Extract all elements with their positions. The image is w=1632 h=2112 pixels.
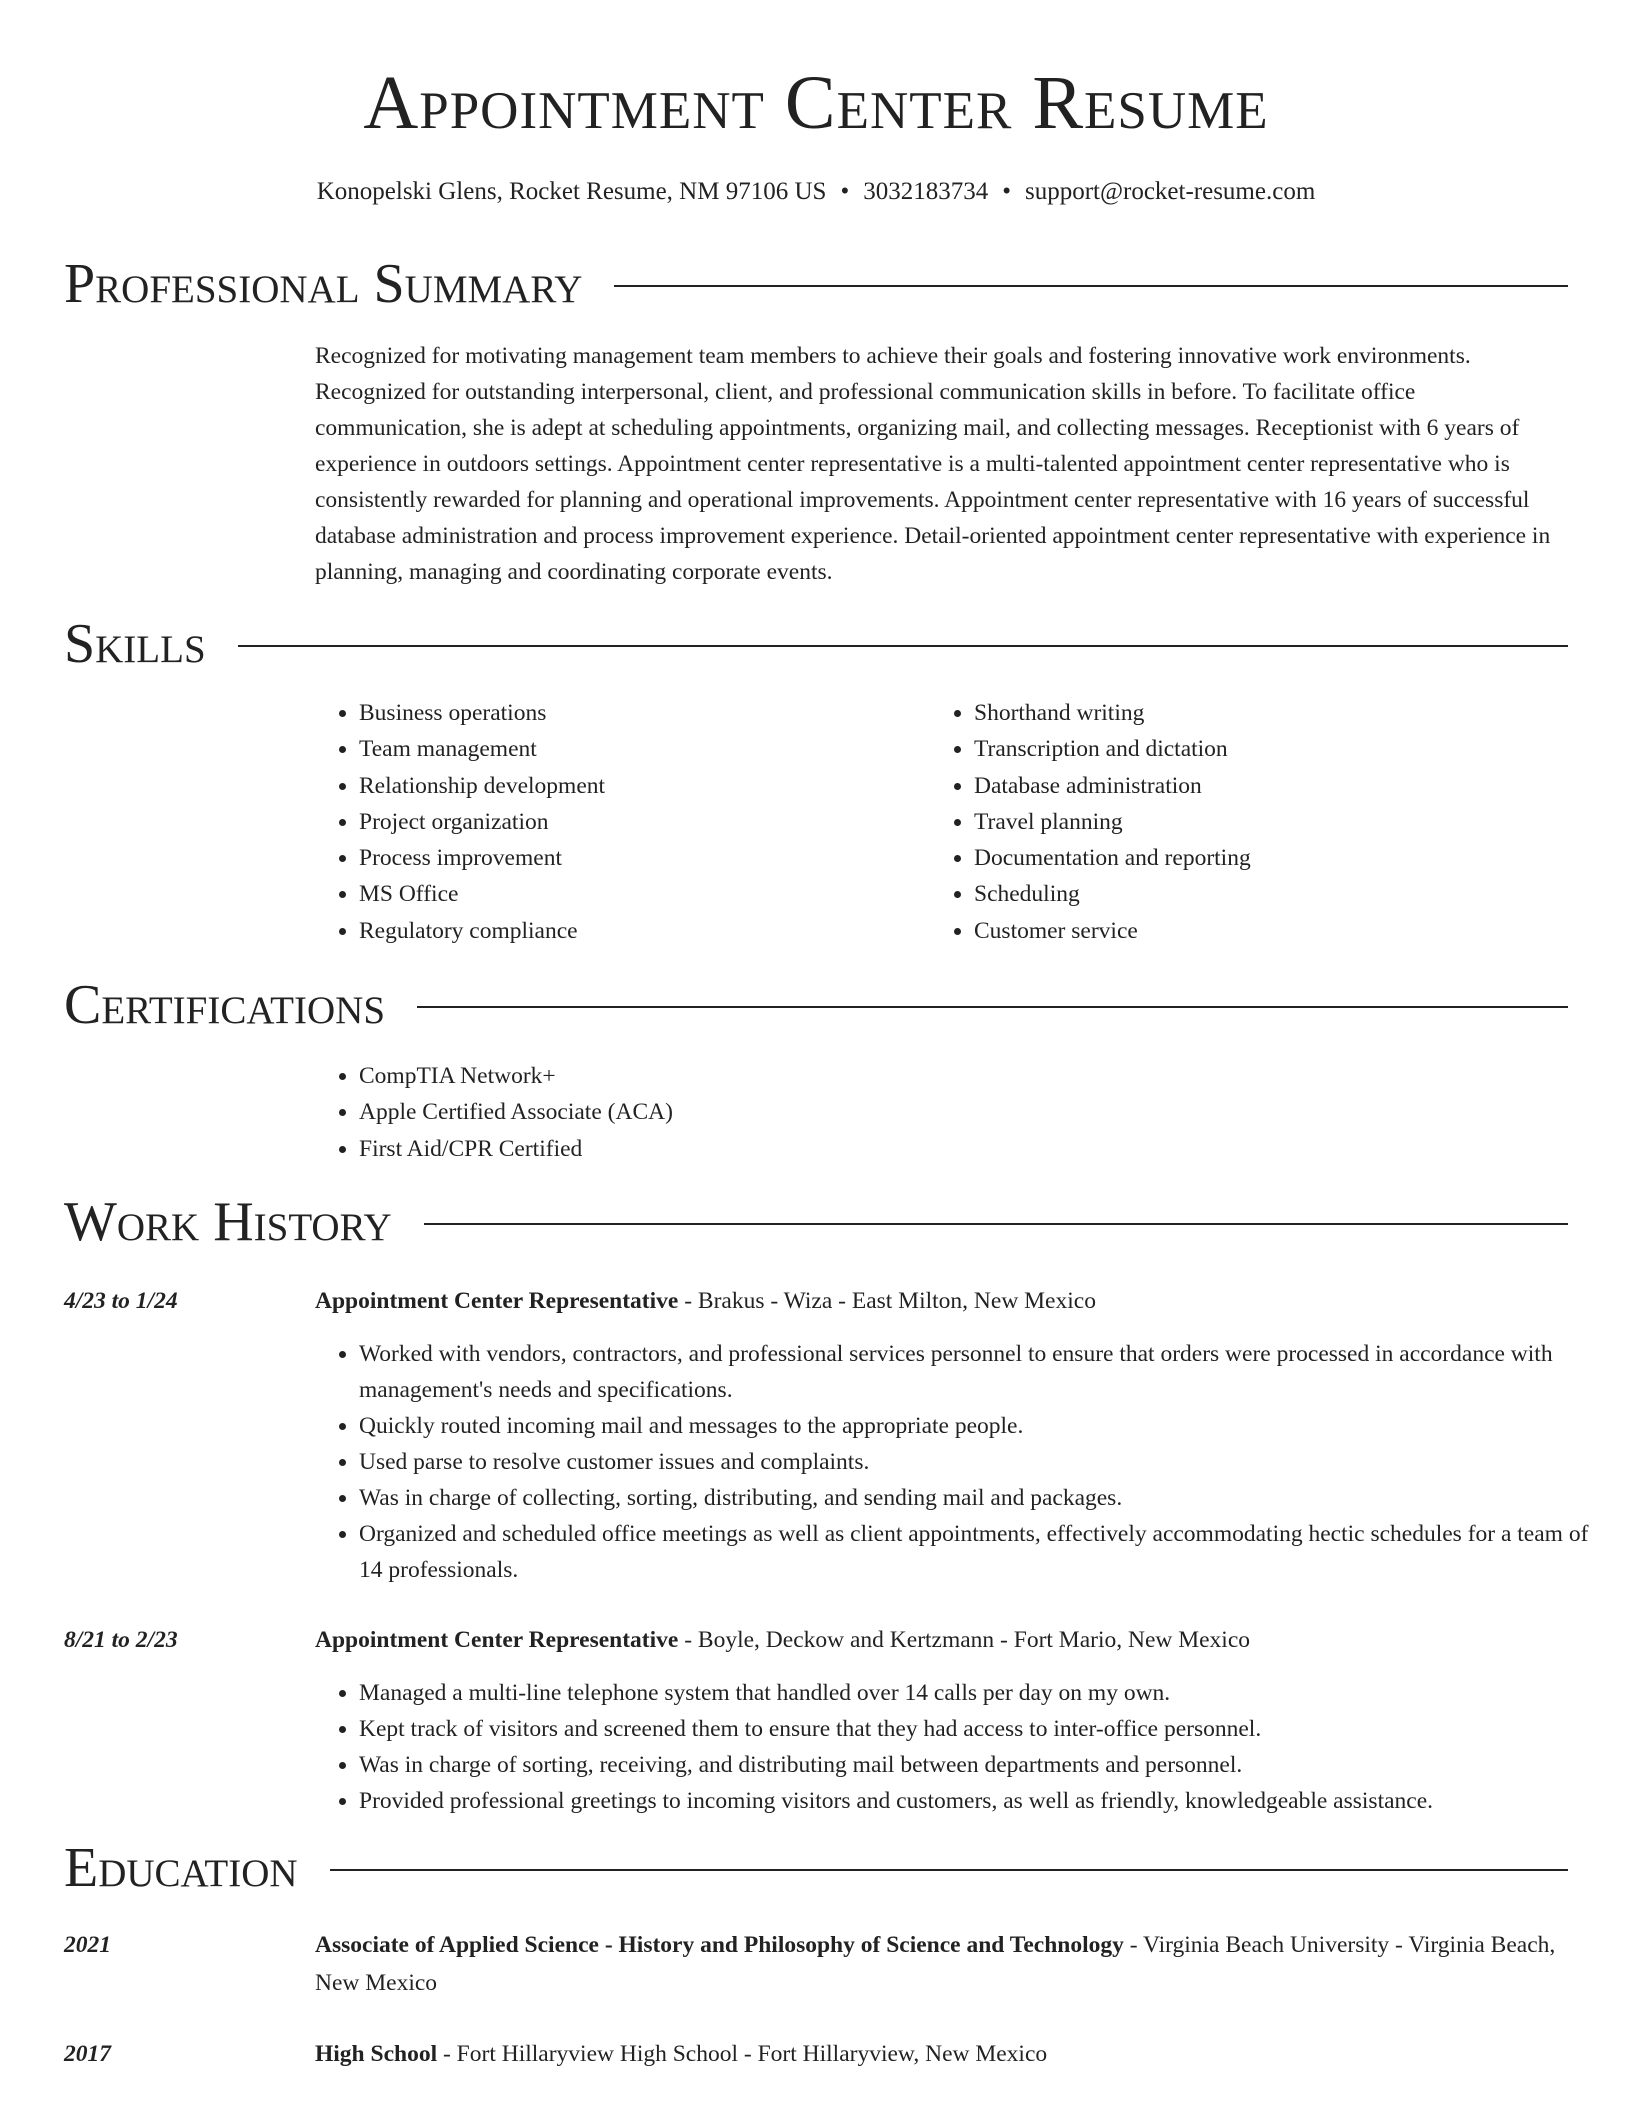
skills-list-right bbox=[930, 695, 1574, 949]
responsibility-item: • Managed a multi-line telephone system that handled over 14 calls per day on my own. bbox=[359, 1675, 1612, 1711]
job-dates: 4/23 to 1/24 bbox=[64, 1288, 178, 1314]
education-heading: Education bbox=[64, 1837, 298, 1899]
contact-phone: 3032183734 bbox=[863, 178, 989, 205]
contact-separator: • bbox=[840, 178, 850, 205]
contact-line bbox=[0, 174, 1632, 210]
responsibility-item: • Organized and scheduled office meetings as well as client appointments, effectively accommodating hectic schedules for a team of 14 professionals. bbox=[359, 1516, 1612, 1588]
job-employer-location: - Brakus - Wiza - East Milton, New Mexico bbox=[678, 1288, 1096, 1314]
skill-item: • Database administration bbox=[974, 768, 1574, 804]
responsibility-item: • Kept track of visitors and screened them to ensure that they had access to inter-office personnel. bbox=[359, 1711, 1612, 1747]
skill-item: • Relationship development bbox=[359, 768, 919, 804]
certification-item: • CompTIA Network+ bbox=[359, 1058, 1359, 1094]
summary-heading: Professional Summary bbox=[64, 253, 583, 315]
responsibility-item: • Was in charge of sorting, receiving, and distributing mail between departments and personnel. bbox=[359, 1747, 1612, 1783]
education-section-header bbox=[64, 1836, 1568, 1900]
certifications-heading: Certifications bbox=[64, 974, 386, 1036]
contact-separator: • bbox=[1002, 178, 1011, 205]
skills-section-header bbox=[64, 612, 1568, 676]
work-history-section-header bbox=[64, 1190, 1568, 1254]
section-divider bbox=[238, 645, 1568, 647]
job-dates: 8/21 to 2/23 bbox=[64, 1627, 178, 1653]
job-heading bbox=[315, 1282, 1568, 1320]
education-entry bbox=[315, 2035, 1568, 2073]
job-responsibilities bbox=[315, 1336, 1612, 1588]
certification-item: • Apple Certified Associate (ACA) bbox=[359, 1094, 1359, 1130]
skills-list-left bbox=[315, 695, 919, 949]
job-title: Appointment Center Representative bbox=[315, 1288, 679, 1314]
skill-item: • Customer service bbox=[974, 913, 1574, 949]
job-title: Appointment Center Representative bbox=[315, 1627, 679, 1653]
certifications-section-header bbox=[64, 973, 1568, 1037]
skill-item: • Team management bbox=[359, 731, 919, 767]
work-history-heading: Work History bbox=[64, 1191, 392, 1253]
skill-item: • Process improvement bbox=[359, 840, 919, 876]
summary-text: Recognized for motivating management team members to achieve their goals and fostering innovative work environments. Recognized for outstanding interpersonal, client, and professional communication skills in before. To facilitate office communication, she is adept at scheduling appointments, organizing mail, and collecting messages. Receptionist with 6 years of experience in outdoors settings. Appointment center representative is a multi-talented appointment center representative who is consistently rewarded for planning and operational improvements. Appointment center representative with 16 years of successful database administration and process improvement experience. Detail-oriented appointment center representative with experience in planning, managing and coordinating corporate events. bbox=[315, 343, 1551, 585]
skill-item: • Regulatory compliance bbox=[359, 913, 919, 949]
section-divider bbox=[614, 285, 1568, 287]
responsibility-item: • Was in charge of collecting, sorting, distributing, and sending mail and packages. bbox=[359, 1480, 1612, 1516]
summary-section-header bbox=[64, 252, 1568, 316]
skill-item: • Business operations bbox=[359, 695, 919, 731]
education-year: 2021 bbox=[64, 1932, 111, 1958]
resume-title: Appointment Center Resume bbox=[363, 61, 1269, 145]
education-school-location: - Fort Hillaryview High School - Fort Hillaryview, New Mexico bbox=[437, 2041, 1048, 2067]
responsibility-item: • Worked with vendors, contractors, and professional services personnel to ensure that orders were processed in accordance with management's needs and specifications. bbox=[359, 1336, 1612, 1408]
section-divider bbox=[417, 1006, 1568, 1008]
job-employer-location: - Boyle, Deckow and Kertzmann - Fort Mario, New Mexico bbox=[678, 1627, 1251, 1653]
job-responsibilities bbox=[315, 1675, 1612, 1819]
section-divider bbox=[330, 1869, 1568, 1871]
contact-email: support@rocket-resume.com bbox=[1024, 178, 1316, 205]
skill-item: • MS Office bbox=[359, 876, 919, 912]
skill-item: • Documentation and reporting bbox=[974, 840, 1574, 876]
certification-item: • First Aid/CPR Certified bbox=[359, 1131, 1359, 1167]
skill-item: • Scheduling bbox=[974, 876, 1574, 912]
skill-item: • Project organization bbox=[359, 804, 919, 840]
certifications-list bbox=[315, 1058, 1359, 1167]
skill-item: • Transcription and dictation bbox=[974, 731, 1574, 767]
skill-item: • Shorthand writing bbox=[974, 695, 1574, 731]
education-year: 2017 bbox=[64, 2041, 111, 2067]
skills-heading: Skills bbox=[64, 613, 206, 675]
responsibility-item: • Used parse to resolve customer issues and complaints. bbox=[359, 1444, 1612, 1480]
job-heading bbox=[315, 1621, 1568, 1659]
responsibility-item: • Quickly routed incoming mail and messages to the appropriate people. bbox=[359, 1408, 1612, 1444]
education-degree: Associate of Applied Science - History and Philosophy of Science and Technology bbox=[315, 1932, 1124, 1958]
education-school-location: - Virginia Beach University - Virginia Beach, New Mexico bbox=[315, 1932, 1556, 1996]
education-entry bbox=[315, 1926, 1568, 2002]
education-degree: High School bbox=[315, 2041, 438, 2067]
skill-item: • Travel planning bbox=[974, 804, 1574, 840]
section-divider bbox=[424, 1223, 1568, 1225]
contact-address: Konopelski Glens, Rocket Resume, NM 97106 US bbox=[316, 178, 827, 205]
responsibility-item: • Provided professional greetings to incoming visitors and customers, as well as friendly, knowledgeable assistance. bbox=[359, 1783, 1612, 1819]
